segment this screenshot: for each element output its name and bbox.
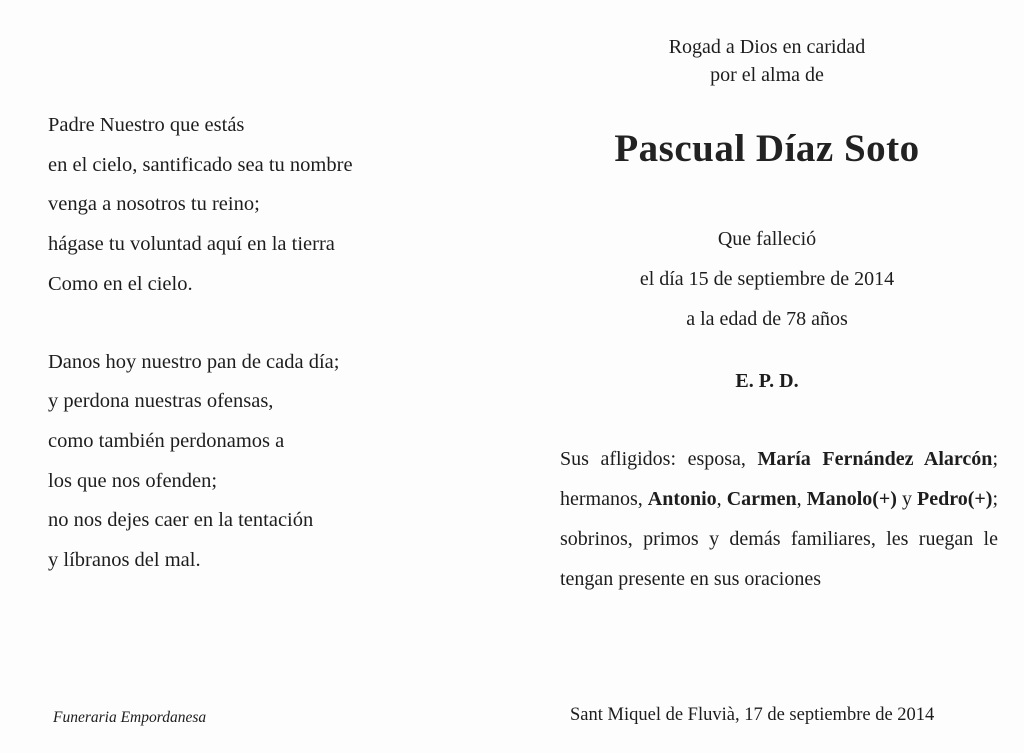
death-line-1: Que falleció xyxy=(717,228,817,250)
mourners-separator: y xyxy=(896,488,917,510)
prayer-line: no nos dejes caer en la tentación xyxy=(48,509,314,532)
lords-prayer xyxy=(48,106,488,581)
prayer-line: los que nos ofenden; xyxy=(48,469,218,492)
mourners-intro: Sus afligidos: esposa, xyxy=(560,448,758,470)
mourners-paragraph xyxy=(560,439,998,599)
prayer-line: Como en el cielo. xyxy=(48,272,193,295)
sibling-name: Manolo(+) xyxy=(806,488,897,510)
prayer-line: hágase tu voluntad aquí en la tierra xyxy=(48,233,335,256)
mourners-separator: , xyxy=(796,488,807,510)
spouse-name: María Fernández Alarcón xyxy=(757,448,993,470)
rogad-heading xyxy=(510,33,1024,89)
prayer-line: y perdona nuestras ofensas, xyxy=(48,390,274,413)
prayer-line: Danos hoy nuestro pan de cada día; xyxy=(48,350,340,373)
prayer-line: Padre Nuestro que estás xyxy=(48,114,245,136)
rogad-line-1: Rogad a Dios en caridad xyxy=(668,36,866,58)
rogad-line-2: por el alma de xyxy=(710,64,824,86)
sibling-name: Carmen xyxy=(726,488,797,510)
death-details xyxy=(510,219,1024,339)
prayer-line: como también perdonamos a xyxy=(48,429,285,452)
place-and-date: Sant Miquel de Fluvià, 17 de septiembre de 2014 xyxy=(570,705,935,725)
prayer-line: venga a nosotros tu reino; xyxy=(48,193,260,216)
stanza-break xyxy=(48,305,488,343)
left-page xyxy=(0,0,510,753)
mourners-closing: ; sobrinos, primos y demás familiares, les ruegan le tengan presente en sus oraciones xyxy=(560,488,999,590)
funeral-home-credit: Funeraria Empordanesa xyxy=(53,709,207,726)
sibling-name: Antonio xyxy=(647,488,717,510)
sibling-name: Pedro(+) xyxy=(917,488,993,510)
mourners-separator: ; hermanos, xyxy=(560,448,998,510)
prayer-line: y líbranos del mal. xyxy=(48,549,201,572)
mourners-separator: , xyxy=(716,488,727,510)
right-page xyxy=(510,0,1024,753)
epd-inscription: E. P. D. xyxy=(735,370,799,392)
death-line-2: el día 15 de septiembre de 2014 xyxy=(639,268,895,290)
prayer-line: en el cielo, santificado sea tu nombre xyxy=(48,153,353,176)
death-line-3: a la edad de 78 años xyxy=(686,308,848,330)
deceased-name: Pascual Díaz Soto xyxy=(614,127,920,170)
